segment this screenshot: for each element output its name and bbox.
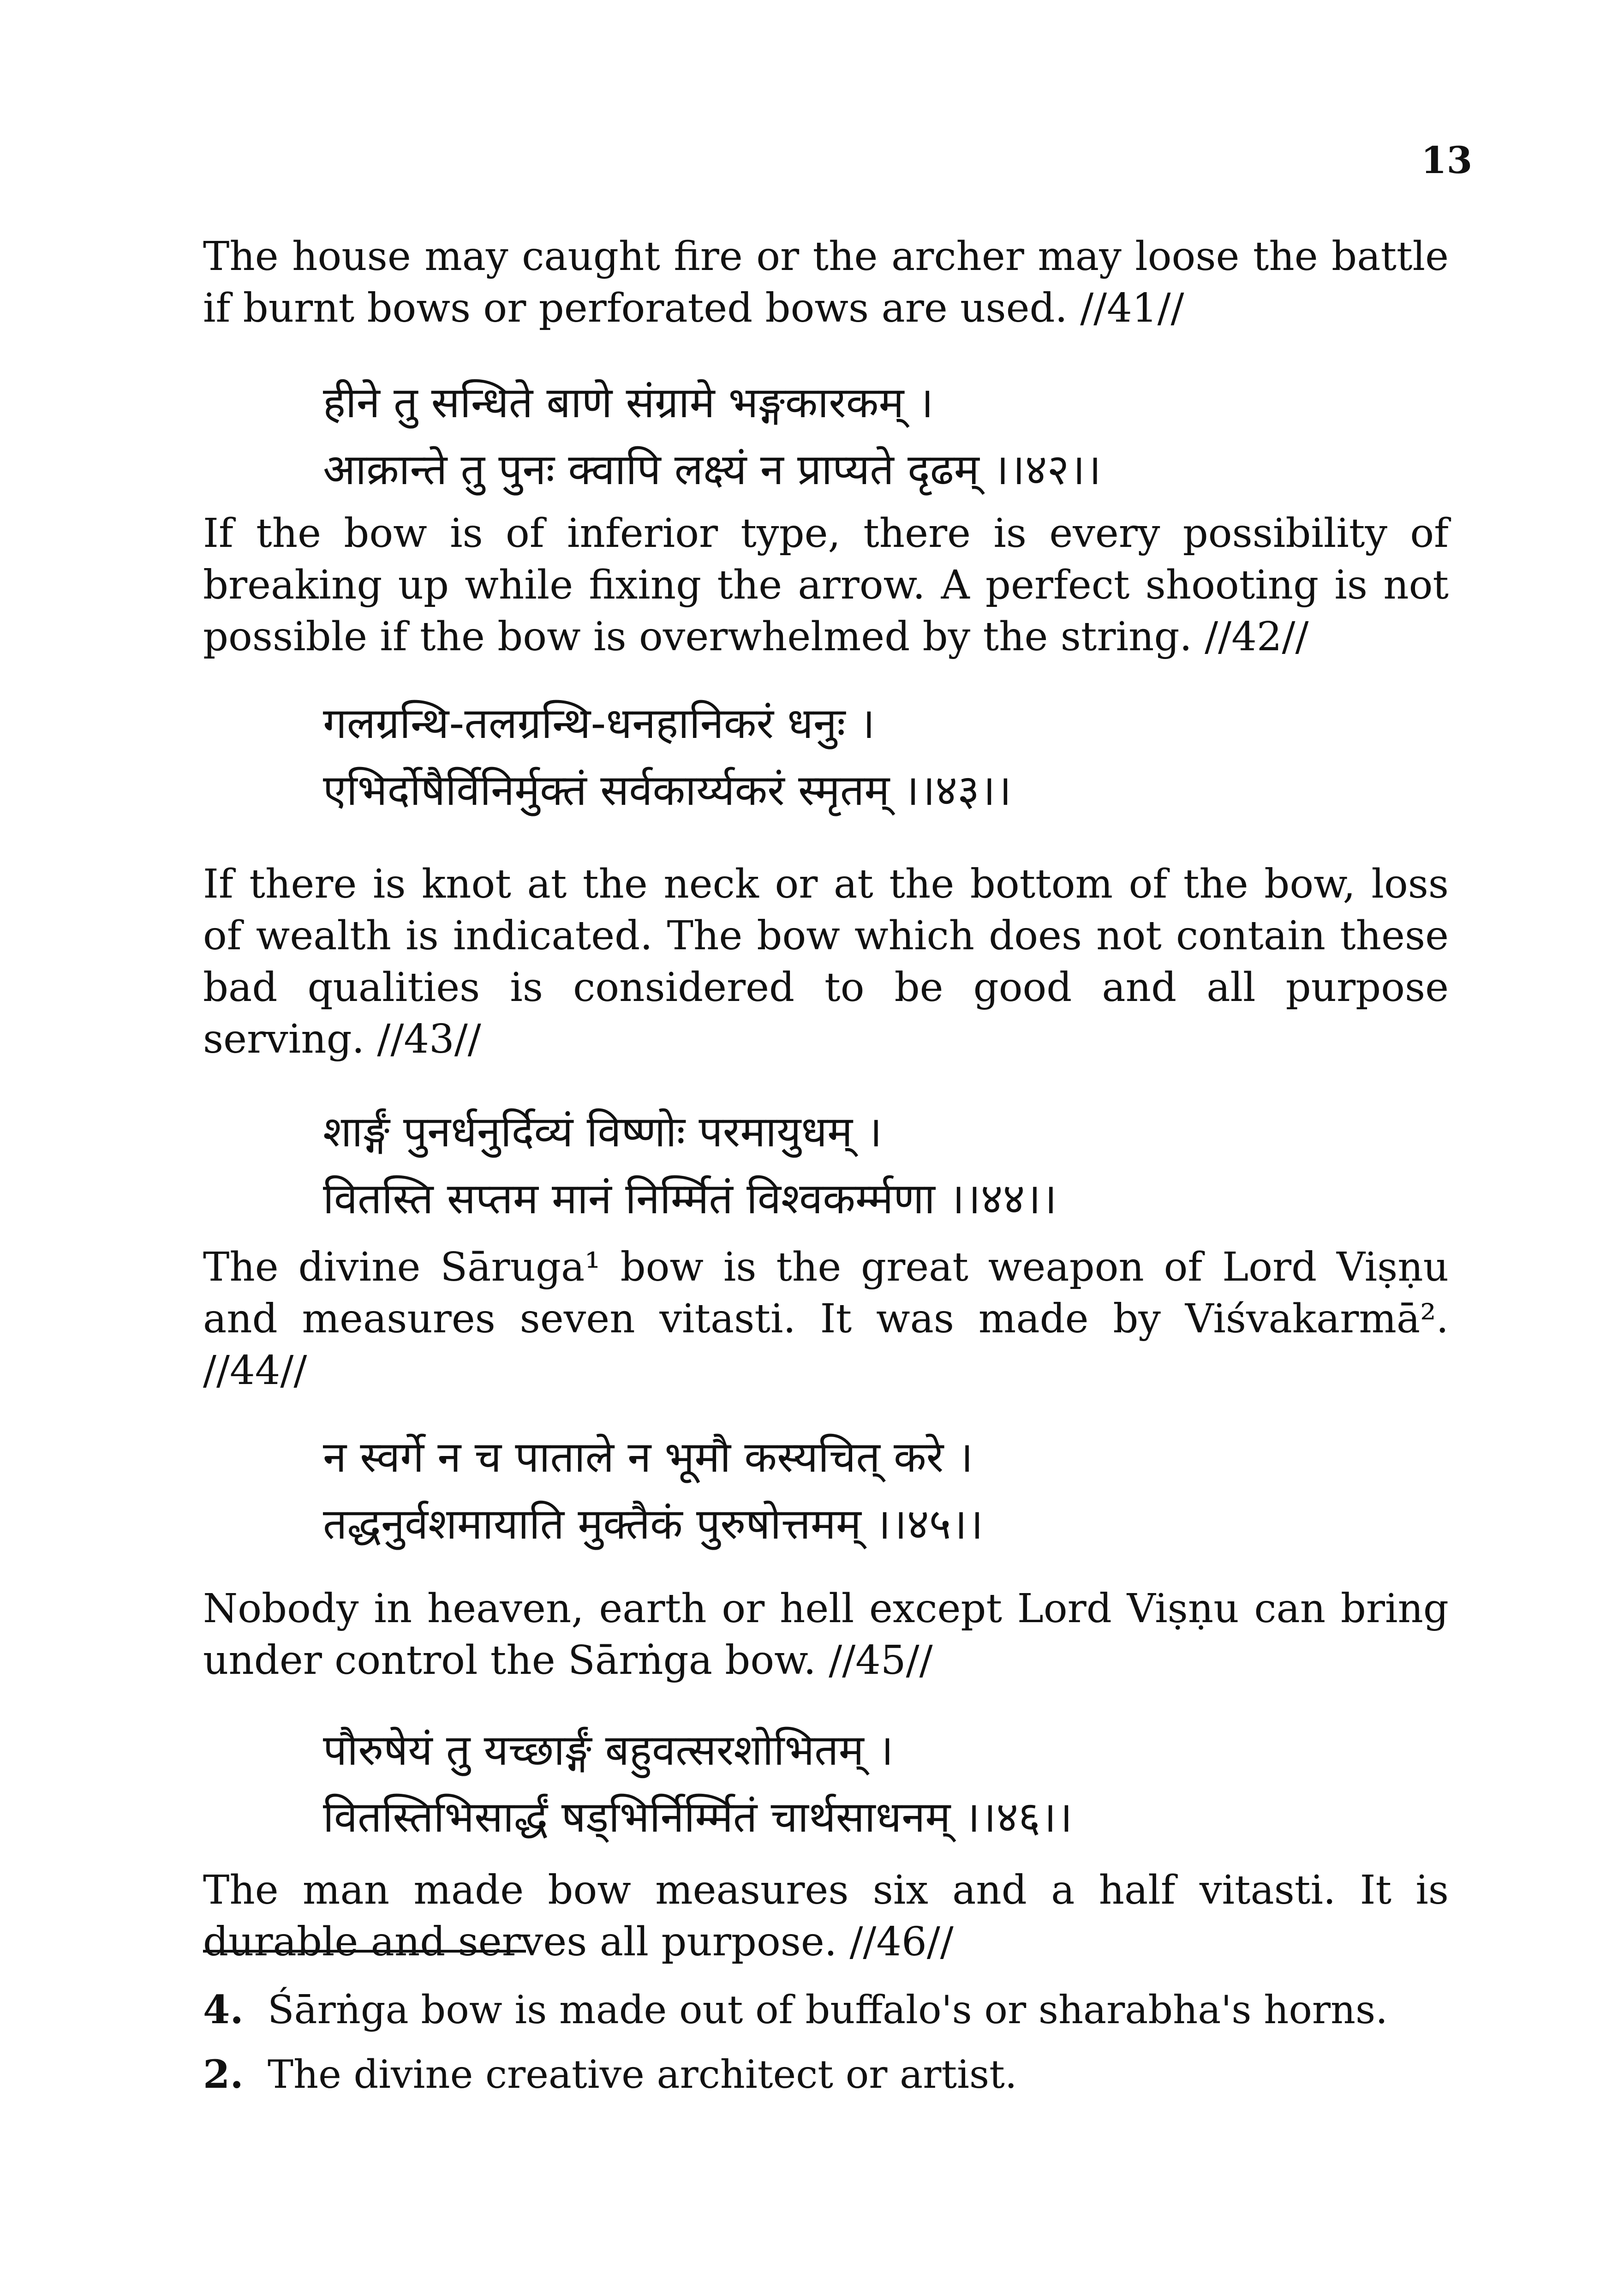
sanskrit-verse-46	[323, 1717, 1476, 1851]
footnote	[203, 2049, 1495, 2100]
verse-line: आक्रान्ते तु पुनः क्वापि लक्ष्यं न प्राप्यते दृढम् ।।४२।।	[323, 445, 1102, 494]
footnote-divider	[203, 1950, 526, 1953]
footnote-text: Śārṅga bow is made out of buffalo's or sharabha's horns.	[268, 1987, 1388, 2032]
page-number: 13	[1421, 138, 1473, 182]
sanskrit-verse-45	[323, 1424, 1476, 1558]
translation-paragraph-43: If there is knot at the neck or at the bottom of the bow, loss of wealth is indicated. The bow which does not contain these bad qualities is considered to be good and all purpose serving. //43//	[203, 861, 1449, 1062]
verse-line: पौरुषेयं तु यच्छार्ङ्गं बहुवत्सरशोभितम् ।	[323, 1726, 894, 1775]
sanskrit-verse-43	[323, 690, 1476, 824]
translation-paragraph-42: If the bow is of inferior type, there is every possibility of breaking up while fixing the arrow. A perfect shooting is not possible if the bow is overwhelmed by the string. //42//	[203, 510, 1449, 660]
sanskrit-verse-42	[323, 369, 1476, 503]
verse-line: वितस्तिभिसार्द्धं षड्भिर्निर्म्मितं चार्थसाधनम् ।।४६।।	[323, 1792, 1073, 1842]
translation-paragraph-45: Nobody in heaven, earth or hell except Lord Viṣṇu can bring under control the Sārṅga bow. //45//	[203, 1586, 1449, 1684]
footnote-number: 2.	[203, 2051, 244, 2097]
verse-line: एभिर्दोषैर्विनिर्मुक्तं सर्वकार्य्यकरं स्मृतम् ।।४३।।	[323, 766, 1012, 815]
verse-line: शार्ङ्गं पुनर्धनुर्दिव्यं विष्णोः परमायुधम् ।	[323, 1107, 883, 1156]
translation-paragraph-41: The house may caught fire or the archer may loose the battle if burnt bows or perforated bows are used. //41//	[203, 234, 1449, 331]
verse-line: तद्धनुर्वशमायाति मुक्तैकं पुरुषोत्तमम् ।।४५।।	[323, 1499, 984, 1549]
footnote-text: The divine creative architect or artist.	[268, 2052, 1017, 2097]
footnote	[203, 1984, 1495, 2035]
verse-line: वितस्ति सप्तम मानं निर्म्मितं विश्वकर्म्मणा ।।४४।।	[323, 1174, 1057, 1223]
translation-paragraph-44: The divine Sāruga¹ bow is the great weapon of Lord Viṣṇu and measures seven vitasti. It was made by Viśvakarmā². //44//	[203, 1244, 1449, 1394]
translation-paragraph-46: The man made bow measures six and a half vitasti. It is durable and serves all purpose. //46//	[203, 1867, 1449, 1965]
footnote-number: 4.	[203, 1987, 244, 2032]
verse-line: हीने तु सन्धिते बाणे संग्रामे भङ्गकारकम् ।	[323, 378, 934, 427]
verse-line: गलग्रन्थि-तलग्रन्थि-धनहानिकरं धनुः ।	[323, 699, 875, 748]
verse-line: न स्वर्गे न च पाताले न भूमौ कस्यचित् करे ।	[323, 1432, 973, 1482]
sanskrit-verse-44	[323, 1098, 1476, 1232]
